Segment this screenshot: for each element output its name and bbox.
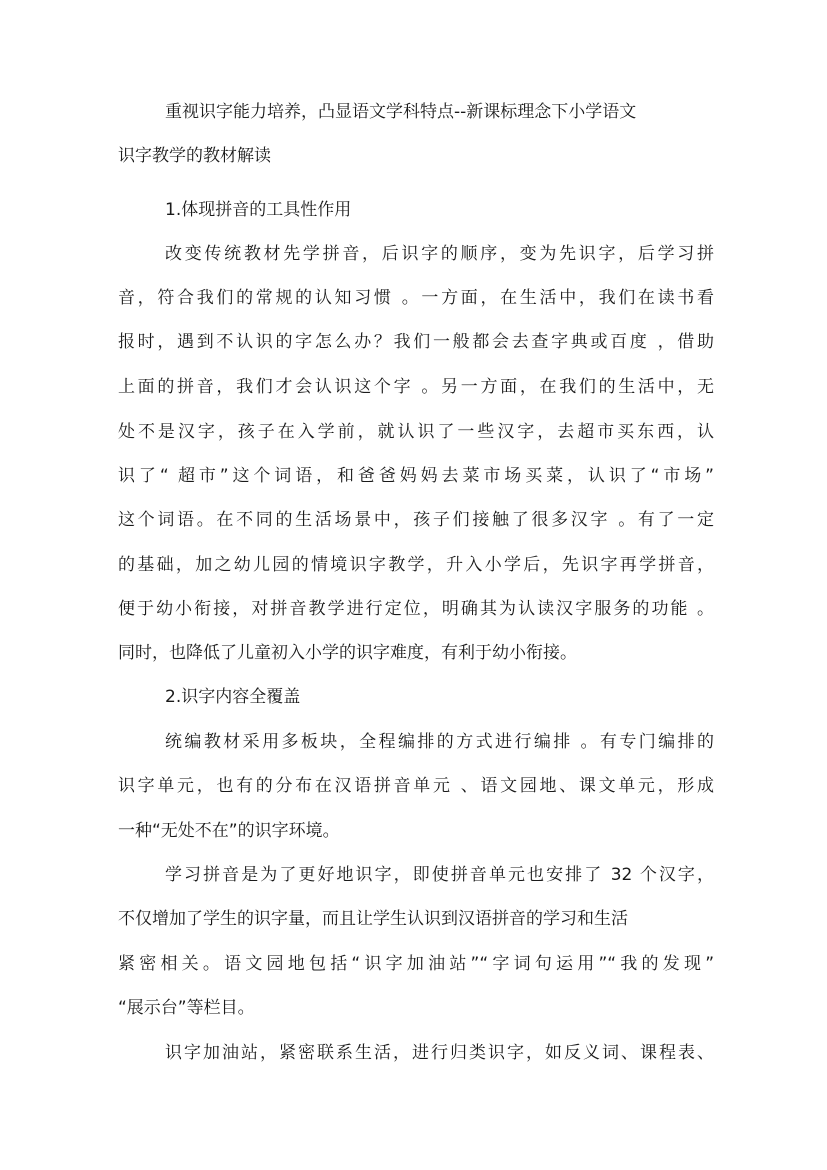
paragraph-1-line-10: 同时，也降低了儿童初入小学的识字难度，有利于幼小衔接。 — [118, 643, 577, 663]
title-line-2: 识字教学的教材解读 — [118, 146, 271, 166]
paragraph-2-line-3: 一种“无处不在”的识字环境。 — [118, 821, 340, 841]
paragraph-2-line-2: 识字单元，也有的分布在汉语拼音单元 、语文园地、课文单元，形成 — [118, 776, 714, 796]
paragraph-1-line-7: 这个词语。在不同的生活场景中，孩子们接触了很多汉字 。有了一定 — [118, 510, 714, 530]
section-heading-1: 1.体现拼音的工具性作用 — [165, 200, 352, 220]
paragraph-4-line-1: 识字加油站，紧密联系生活，进行归类识字，如反义词、课程表、 — [165, 1043, 714, 1063]
paragraph-1-line-9: 便于幼小衔接，对拼音教学进行定位，明确其为认读汉字服务的功能 。 — [118, 599, 714, 619]
paragraph-1-line-4: 上面的拼音，我们才会认识这个字 。另一方面，在我们的生活中，无 — [118, 377, 714, 397]
paragraph-2-line-1: 统编教材采用多板块，全程编排的方式进行编排 。有专门编排的 — [165, 732, 714, 752]
title-line-1: 重视识字能力培养，凸显语文学科特点--新课标理念下小学语文 — [165, 102, 637, 122]
paragraph-3-line-4: “展示台”等栏目。 — [118, 998, 255, 1018]
paragraph-3-line-3: 紧密相关。语文园地包括“识字加油站”“字词句运用”“我的发现” — [118, 954, 714, 974]
paragraph-1-line-1: 改变传统教材先学拼音，后识字的顺序，变为先识字，后学习拼 — [165, 244, 714, 264]
paragraph-1-line-8: 的基础，加之幼儿园的情境识字教学，升入小学后，先识字再学拼音， — [118, 555, 714, 575]
paragraph-1-line-3: 报时，遇到不认识的字怎么办？我们一般都会去查字典或百度 ，借助 — [118, 332, 714, 352]
paragraph-1-line-5: 处不是汉字，孩子在入学前，就认识了一些汉字，去超市买东西，认 — [118, 422, 714, 442]
paragraph-3-line-2: 不仅增加了学生的识字量，而且让学生认识到汉语拼音的学习和生活 — [118, 909, 628, 929]
paragraph-1-line-6: 识了“ 超市”这个词语，和爸爸妈妈去菜市场买菜，认识了“市场” — [118, 466, 714, 486]
paragraph-1-line-2: 音，符合我们的常规的认知习惯 。一方面，在生活中，我们在读书看 — [118, 288, 714, 308]
section-heading-2: 2.识字内容全覆盖 — [165, 687, 301, 707]
paragraph-3-line-1: 学习拼音是为了更好地识字，即使拼音单元也安排了 32 个汉字， — [165, 865, 714, 885]
